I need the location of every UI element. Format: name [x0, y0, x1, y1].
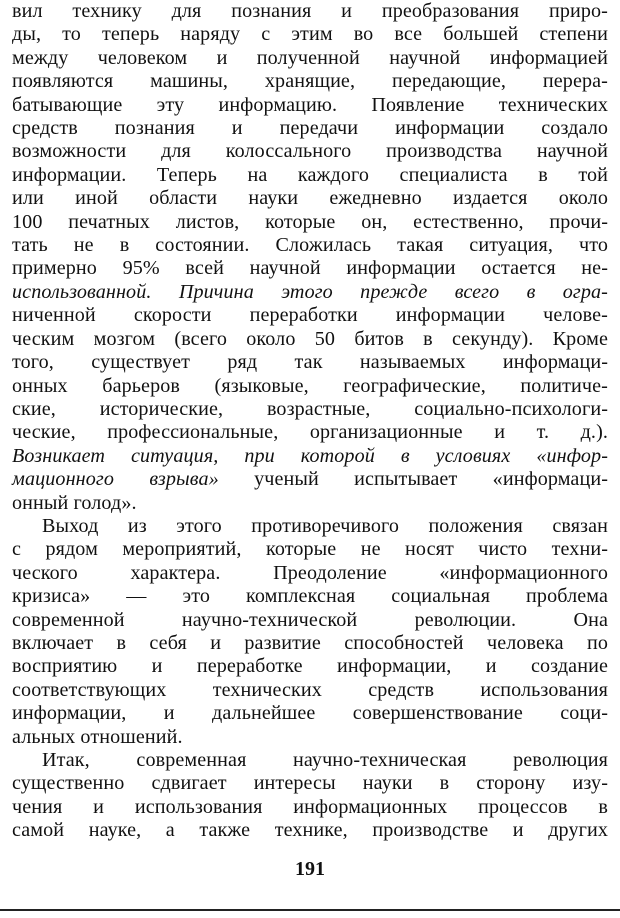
- text-line: [12, 375, 608, 398]
- text-segment: тать не в состоянии. Сложилась такая ситуация, что: [12, 234, 608, 257]
- text-segment: чения и использования информационных процессов в: [12, 795, 608, 818]
- text-line: [12, 585, 608, 608]
- text-segment: существенно сдвигает интересы науки в сторону изу-: [12, 772, 608, 795]
- text-line: [12, 562, 608, 585]
- italic-text-segment: Возникает ситуация, при которой в условиях «инфор-: [12, 444, 608, 467]
- text-segment: появляются машины, хранящие, передающие, перера-: [12, 70, 608, 93]
- text-segment: самой науке, а также технике, производстве и других: [12, 819, 608, 842]
- text-segment: ученый испытывает «информаци-: [218, 468, 608, 491]
- italic-text-segment: использованной. Причина этого прежде всего в огра-: [12, 280, 608, 303]
- text-segment: кризиса» — это комплексная социальная проблема: [12, 585, 608, 608]
- page-number: 191: [295, 858, 325, 880]
- text-line: [12, 398, 608, 421]
- text-segment: Выход из этого противоречивого положения связан: [42, 514, 608, 537]
- text-line: [12, 655, 608, 678]
- text-segment: того, существует ряд так называемых информаци-: [12, 351, 608, 374]
- text-segment: альных отношений.: [12, 725, 183, 748]
- text-line: [12, 257, 608, 280]
- text-segment: онных барьеров (языковые, географические, политиче-: [12, 374, 608, 397]
- text-line: [12, 140, 608, 163]
- text-line: [12, 796, 608, 819]
- text-line: [12, 445, 608, 468]
- text-segment: ниченной скорости переработки информации челове-: [12, 304, 608, 327]
- text-segment: с рядом мероприятий, которые не носят чисто техни-: [12, 538, 608, 561]
- text-segment: информации, и дальнейшее совершенствование соци-: [12, 702, 608, 725]
- text-line: [12, 281, 608, 304]
- text-segment: ческие, профессиональные, организационные и т. д.).: [12, 421, 608, 444]
- text-segment: современной научно-технической революции. Она: [12, 608, 608, 631]
- text-line: [12, 234, 608, 257]
- text-line: [12, 211, 608, 234]
- text-line: [12, 772, 608, 795]
- text-segment: Итак, современная научно-техническая революция: [42, 749, 608, 771]
- page-body: [12, 0, 608, 843]
- text-line: [12, 0, 608, 23]
- text-segment: соответствующих технических средств использования: [12, 678, 608, 701]
- text-line: [12, 468, 608, 491]
- text-line: [12, 632, 608, 655]
- text-segment: ческого характера. Преодоление «информационного: [12, 561, 608, 584]
- text-line: [12, 328, 608, 351]
- text-line: [12, 421, 608, 444]
- text-segment: включает в себя и развитие способностей человека по: [12, 631, 608, 654]
- text-segment: ды, то теперь наряду с этим во все большей степени: [12, 23, 608, 46]
- text-segment: вил технику для познания и преобразования приро-: [12, 0, 608, 22]
- text-line: [12, 609, 608, 632]
- text-line: [12, 70, 608, 93]
- text-line: [12, 702, 608, 725]
- text-segment: средств познания и передачи информации создало: [12, 117, 608, 140]
- text-line: [12, 47, 608, 70]
- text-segment: онный голод».: [12, 491, 137, 514]
- text-line: [12, 117, 608, 140]
- text-line: [12, 726, 608, 749]
- text-segment: ские, исторические, возрастные, социально-психологи-: [12, 397, 608, 420]
- text-segment: восприятию и переработке информации, и создание: [12, 655, 608, 678]
- text-segment: 100 печатных листов, которые он, естественно, прочи-: [12, 210, 608, 233]
- text-segment: между человеком и полученной научной информацией: [12, 46, 608, 69]
- text-segment: примерно 95% всей научной информации остается не-: [12, 257, 608, 280]
- text-line: [12, 515, 608, 538]
- text-line: [12, 351, 608, 374]
- text-segment: или иной области науки ежедневно издается около: [12, 187, 608, 210]
- text-line: [12, 94, 608, 117]
- text-line: [12, 164, 608, 187]
- text-line: [12, 23, 608, 46]
- text-segment: возможности для колоссального производства научной: [12, 140, 608, 163]
- text-line: [12, 538, 608, 561]
- text-segment: информации. Теперь на каждого специалиста в той: [12, 163, 608, 186]
- text-line: [12, 749, 608, 772]
- text-line: [12, 679, 608, 702]
- text-segment: ческим мозгом (всего около 50 битов в секунду). Кроме: [12, 327, 608, 350]
- text-line: [12, 819, 608, 842]
- text-line: [12, 187, 608, 210]
- text-line: [12, 492, 608, 515]
- text-segment: батывающие эту информацию. Появление технических: [12, 93, 608, 116]
- text-line: [12, 304, 608, 327]
- italic-text-segment: мационного взрыва»: [12, 468, 219, 491]
- footer-rule: [0, 909, 620, 911]
